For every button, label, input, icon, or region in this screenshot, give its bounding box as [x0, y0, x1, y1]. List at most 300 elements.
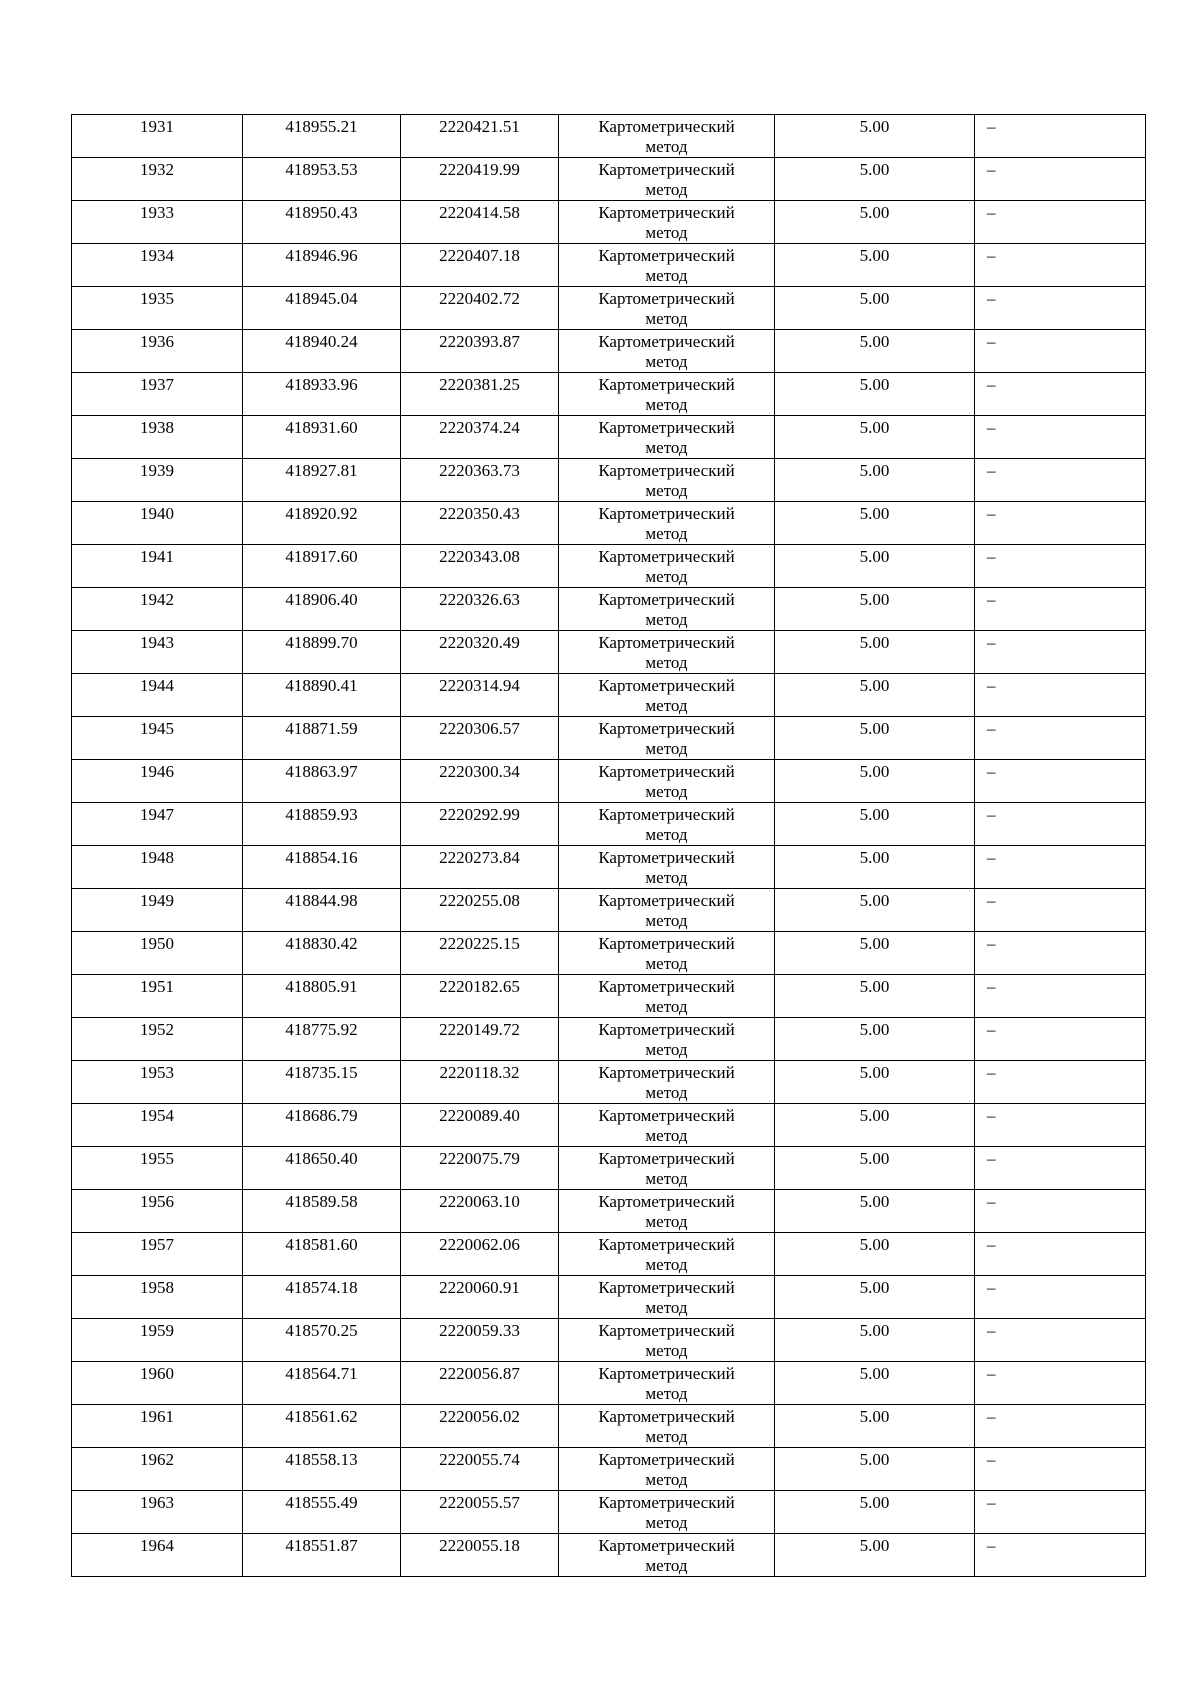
note-cell: –	[975, 416, 1146, 459]
method-line-2: метод	[645, 524, 688, 543]
y-coordinate-cell: 2220255.08	[401, 889, 559, 932]
accuracy-cell: 5.00	[775, 416, 975, 459]
point-number-cell: 1938	[72, 416, 243, 459]
y-coordinate-cell: 2220059.33	[401, 1319, 559, 1362]
point-number-cell: 1932	[72, 158, 243, 201]
y-coordinate-cell: 2220056.87	[401, 1362, 559, 1405]
point-number-cell: 1962	[72, 1448, 243, 1491]
method-line-1: Картометрический	[598, 891, 735, 910]
method-line-2: метод	[645, 1384, 688, 1403]
table-row	[72, 588, 1146, 631]
x-coordinate-cell: 418950.43	[243, 201, 401, 244]
note-cell: –	[975, 545, 1146, 588]
table-row	[72, 244, 1146, 287]
note-cell: –	[975, 1491, 1146, 1534]
accuracy-cell: 5.00	[775, 115, 975, 158]
table-row	[72, 1190, 1146, 1233]
point-number-cell: 1960	[72, 1362, 243, 1405]
x-coordinate-cell: 418581.60	[243, 1233, 401, 1276]
method-line-1: Картометрический	[598, 1407, 735, 1426]
y-coordinate-cell: 2220225.15	[401, 932, 559, 975]
point-number-cell: 1951	[72, 975, 243, 1018]
note-cell: –	[975, 760, 1146, 803]
method-line-2: метод	[645, 868, 688, 887]
method-line-1: Картометрический	[598, 805, 735, 824]
method-cell	[559, 1233, 775, 1276]
y-coordinate-cell: 2220055.74	[401, 1448, 559, 1491]
method-line-1: Картометрический	[598, 332, 735, 351]
method-line-1: Картометрический	[598, 504, 735, 523]
method-line-1: Картометрический	[598, 1364, 735, 1383]
method-line-2: метод	[645, 1126, 688, 1145]
table-row	[72, 373, 1146, 416]
table-row	[72, 846, 1146, 889]
x-coordinate-cell: 418955.21	[243, 115, 401, 158]
y-coordinate-cell: 2220182.65	[401, 975, 559, 1018]
method-line-2: метод	[645, 1040, 688, 1059]
accuracy-cell: 5.00	[775, 1362, 975, 1405]
x-coordinate-cell: 418775.92	[243, 1018, 401, 1061]
point-number-cell: 1964	[72, 1534, 243, 1577]
note-cell: –	[975, 502, 1146, 545]
table-row	[72, 1448, 1146, 1491]
method-line-2: метод	[645, 1513, 688, 1532]
note-cell: –	[975, 1104, 1146, 1147]
x-coordinate-cell: 418863.97	[243, 760, 401, 803]
y-coordinate-cell: 2220056.02	[401, 1405, 559, 1448]
method-line-2: метод	[645, 352, 688, 371]
y-coordinate-cell: 2220149.72	[401, 1018, 559, 1061]
y-coordinate-cell: 2220320.49	[401, 631, 559, 674]
method-line-2: метод	[645, 481, 688, 500]
x-coordinate-cell: 418574.18	[243, 1276, 401, 1319]
method-line-1: Картометрический	[598, 117, 735, 136]
note-cell: –	[975, 115, 1146, 158]
method-cell	[559, 1319, 775, 1362]
method-line-2: метод	[645, 1470, 688, 1489]
method-line-1: Картометрический	[598, 1149, 735, 1168]
method-line-1: Картометрический	[598, 1106, 735, 1125]
y-coordinate-cell: 2220402.72	[401, 287, 559, 330]
y-coordinate-cell: 2220089.40	[401, 1104, 559, 1147]
x-coordinate-cell: 418946.96	[243, 244, 401, 287]
note-cell: –	[975, 1233, 1146, 1276]
method-line-1: Картометрический	[598, 1278, 735, 1297]
point-number-cell: 1934	[72, 244, 243, 287]
x-coordinate-cell: 418551.87	[243, 1534, 401, 1577]
point-number-cell: 1940	[72, 502, 243, 545]
method-cell	[559, 1405, 775, 1448]
method-line-2: метод	[645, 266, 688, 285]
accuracy-cell: 5.00	[775, 846, 975, 889]
note-cell: –	[975, 330, 1146, 373]
table-row	[72, 1362, 1146, 1405]
table-row	[72, 631, 1146, 674]
method-line-1: Картометрический	[598, 203, 735, 222]
accuracy-cell: 5.00	[775, 459, 975, 502]
table-row	[72, 1018, 1146, 1061]
point-number-cell: 1949	[72, 889, 243, 932]
y-coordinate-cell: 2220306.57	[401, 717, 559, 760]
y-coordinate-cell: 2220374.24	[401, 416, 559, 459]
table-row	[72, 1233, 1146, 1276]
note-cell: –	[975, 803, 1146, 846]
note-cell: –	[975, 1276, 1146, 1319]
accuracy-cell: 5.00	[775, 330, 975, 373]
method-line-2: метод	[645, 782, 688, 801]
accuracy-cell: 5.00	[775, 1147, 975, 1190]
method-cell	[559, 502, 775, 545]
x-coordinate-cell: 418940.24	[243, 330, 401, 373]
note-cell: –	[975, 1448, 1146, 1491]
method-cell	[559, 846, 775, 889]
method-line-1: Картометрический	[598, 1493, 735, 1512]
point-number-cell: 1946	[72, 760, 243, 803]
method-cell	[559, 1190, 775, 1233]
accuracy-cell: 5.00	[775, 975, 975, 1018]
y-coordinate-cell: 2220273.84	[401, 846, 559, 889]
x-coordinate-cell: 418830.42	[243, 932, 401, 975]
point-number-cell: 1948	[72, 846, 243, 889]
note-cell: –	[975, 1147, 1146, 1190]
method-cell	[559, 717, 775, 760]
accuracy-cell: 5.00	[775, 287, 975, 330]
method-cell	[559, 416, 775, 459]
method-line-1: Картометрический	[598, 1321, 735, 1340]
method-cell	[559, 545, 775, 588]
table-row	[72, 416, 1146, 459]
x-coordinate-cell: 418805.91	[243, 975, 401, 1018]
method-line-2: метод	[645, 137, 688, 156]
point-number-cell: 1945	[72, 717, 243, 760]
note-cell: –	[975, 846, 1146, 889]
y-coordinate-cell: 2220419.99	[401, 158, 559, 201]
accuracy-cell: 5.00	[775, 889, 975, 932]
table-row	[72, 1491, 1146, 1534]
accuracy-cell: 5.00	[775, 545, 975, 588]
accuracy-cell: 5.00	[775, 760, 975, 803]
method-cell	[559, 1018, 775, 1061]
note-cell: –	[975, 1061, 1146, 1104]
note-cell: –	[975, 1362, 1146, 1405]
method-line-1: Картометрический	[598, 246, 735, 265]
method-line-1: Картометрический	[598, 934, 735, 953]
method-line-1: Картометрический	[598, 1020, 735, 1039]
point-number-cell: 1933	[72, 201, 243, 244]
coordinates-table	[71, 114, 1146, 1577]
table-row	[72, 459, 1146, 502]
x-coordinate-cell: 418561.62	[243, 1405, 401, 1448]
note-cell: –	[975, 674, 1146, 717]
x-coordinate-cell: 418931.60	[243, 416, 401, 459]
method-cell	[559, 115, 775, 158]
accuracy-cell: 5.00	[775, 588, 975, 631]
note-cell: –	[975, 373, 1146, 416]
note-cell: –	[975, 244, 1146, 287]
method-line-2: метод	[645, 954, 688, 973]
y-coordinate-cell: 2220343.08	[401, 545, 559, 588]
method-line-1: Картометрический	[598, 1235, 735, 1254]
method-cell	[559, 1534, 775, 1577]
point-number-cell: 1957	[72, 1233, 243, 1276]
table-row	[72, 717, 1146, 760]
x-coordinate-cell: 418871.59	[243, 717, 401, 760]
x-coordinate-cell: 418899.70	[243, 631, 401, 674]
method-line-1: Картометрический	[598, 977, 735, 996]
x-coordinate-cell: 418558.13	[243, 1448, 401, 1491]
method-line-2: метод	[645, 825, 688, 844]
note-cell: –	[975, 889, 1146, 932]
x-coordinate-cell: 418570.25	[243, 1319, 401, 1362]
table-row	[72, 545, 1146, 588]
method-line-2: метод	[645, 1341, 688, 1360]
x-coordinate-cell: 418945.04	[243, 287, 401, 330]
table-row	[72, 201, 1146, 244]
method-line-1: Картометрический	[598, 1450, 735, 1469]
method-cell	[559, 760, 775, 803]
y-coordinate-cell: 2220414.58	[401, 201, 559, 244]
accuracy-cell: 5.00	[775, 502, 975, 545]
note-cell: –	[975, 588, 1146, 631]
x-coordinate-cell: 418686.79	[243, 1104, 401, 1147]
point-number-cell: 1950	[72, 932, 243, 975]
table-row	[72, 1319, 1146, 1362]
method-cell	[559, 803, 775, 846]
note-cell: –	[975, 932, 1146, 975]
method-cell	[559, 1147, 775, 1190]
method-line-2: метод	[645, 1427, 688, 1446]
method-line-2: метод	[645, 309, 688, 328]
y-coordinate-cell: 2220075.79	[401, 1147, 559, 1190]
table-row	[72, 889, 1146, 932]
table-row	[72, 674, 1146, 717]
method-line-1: Картометрический	[598, 1536, 735, 1555]
method-line-1: Картометрический	[598, 848, 735, 867]
method-cell	[559, 1362, 775, 1405]
method-cell	[559, 1061, 775, 1104]
method-line-1: Картометрический	[598, 590, 735, 609]
point-number-cell: 1958	[72, 1276, 243, 1319]
accuracy-cell: 5.00	[775, 158, 975, 201]
x-coordinate-cell: 418920.92	[243, 502, 401, 545]
table-row	[72, 975, 1146, 1018]
method-line-2: метод	[645, 1298, 688, 1317]
table-row	[72, 330, 1146, 373]
point-number-cell: 1952	[72, 1018, 243, 1061]
method-line-2: метод	[645, 653, 688, 672]
accuracy-cell: 5.00	[775, 1405, 975, 1448]
method-cell	[559, 631, 775, 674]
x-coordinate-cell: 418650.40	[243, 1147, 401, 1190]
accuracy-cell: 5.00	[775, 1190, 975, 1233]
point-number-cell: 1954	[72, 1104, 243, 1147]
method-cell	[559, 889, 775, 932]
y-coordinate-cell: 2220421.51	[401, 115, 559, 158]
y-coordinate-cell: 2220381.25	[401, 373, 559, 416]
table-row	[72, 1405, 1146, 1448]
accuracy-cell: 5.00	[775, 1018, 975, 1061]
table-row	[72, 1061, 1146, 1104]
accuracy-cell: 5.00	[775, 1448, 975, 1491]
point-number-cell: 1943	[72, 631, 243, 674]
method-line-2: метод	[645, 1212, 688, 1231]
x-coordinate-cell: 418953.53	[243, 158, 401, 201]
x-coordinate-cell: 418933.96	[243, 373, 401, 416]
method-line-2: метод	[645, 997, 688, 1016]
method-line-1: Картометрический	[598, 633, 735, 652]
method-line-2: метод	[645, 1083, 688, 1102]
method-cell	[559, 330, 775, 373]
method-line-1: Картометрический	[598, 719, 735, 738]
table-row	[72, 502, 1146, 545]
note-cell: –	[975, 631, 1146, 674]
accuracy-cell: 5.00	[775, 1491, 975, 1534]
method-line-2: метод	[645, 438, 688, 457]
method-cell	[559, 201, 775, 244]
method-cell	[559, 287, 775, 330]
note-cell: –	[975, 287, 1146, 330]
method-cell	[559, 1276, 775, 1319]
accuracy-cell: 5.00	[775, 717, 975, 760]
note-cell: –	[975, 1190, 1146, 1233]
point-number-cell: 1956	[72, 1190, 243, 1233]
accuracy-cell: 5.00	[775, 631, 975, 674]
point-number-cell: 1959	[72, 1319, 243, 1362]
table-row	[72, 803, 1146, 846]
method-line-2: метод	[645, 1556, 688, 1575]
method-line-1: Картометрический	[598, 375, 735, 394]
accuracy-cell: 5.00	[775, 674, 975, 717]
point-number-cell: 1963	[72, 1491, 243, 1534]
table-row	[72, 1104, 1146, 1147]
x-coordinate-cell: 418890.41	[243, 674, 401, 717]
method-line-2: метод	[645, 1169, 688, 1188]
coordinates-table-body	[72, 115, 1146, 1577]
y-coordinate-cell: 2220055.57	[401, 1491, 559, 1534]
method-line-2: метод	[645, 1255, 688, 1274]
method-line-2: метод	[645, 696, 688, 715]
x-coordinate-cell: 418555.49	[243, 1491, 401, 1534]
note-cell: –	[975, 1319, 1146, 1362]
y-coordinate-cell: 2220062.06	[401, 1233, 559, 1276]
x-coordinate-cell: 418906.40	[243, 588, 401, 631]
table-row	[72, 932, 1146, 975]
point-number-cell: 1941	[72, 545, 243, 588]
method-line-1: Картометрический	[598, 547, 735, 566]
point-number-cell: 1935	[72, 287, 243, 330]
method-cell	[559, 158, 775, 201]
x-coordinate-cell: 418589.58	[243, 1190, 401, 1233]
point-number-cell: 1936	[72, 330, 243, 373]
method-line-1: Картометрический	[598, 289, 735, 308]
method-cell	[559, 674, 775, 717]
accuracy-cell: 5.00	[775, 1276, 975, 1319]
method-line-2: метод	[645, 395, 688, 414]
y-coordinate-cell: 2220118.32	[401, 1061, 559, 1104]
point-number-cell: 1955	[72, 1147, 243, 1190]
table-row	[72, 1147, 1146, 1190]
x-coordinate-cell: 418927.81	[243, 459, 401, 502]
accuracy-cell: 5.00	[775, 1104, 975, 1147]
table-row	[72, 158, 1146, 201]
x-coordinate-cell: 418844.98	[243, 889, 401, 932]
method-cell	[559, 1491, 775, 1534]
note-cell: –	[975, 1405, 1146, 1448]
point-number-cell: 1942	[72, 588, 243, 631]
method-cell	[559, 1104, 775, 1147]
method-cell	[559, 373, 775, 416]
table-row	[72, 760, 1146, 803]
x-coordinate-cell: 418564.71	[243, 1362, 401, 1405]
method-cell	[559, 932, 775, 975]
note-cell: –	[975, 975, 1146, 1018]
method-line-2: метод	[645, 739, 688, 758]
method-line-1: Картометрический	[598, 676, 735, 695]
y-coordinate-cell: 2220292.99	[401, 803, 559, 846]
method-line-1: Картометрический	[598, 418, 735, 437]
x-coordinate-cell: 418854.16	[243, 846, 401, 889]
point-number-cell: 1937	[72, 373, 243, 416]
method-cell	[559, 1448, 775, 1491]
table-row	[72, 115, 1146, 158]
note-cell: –	[975, 459, 1146, 502]
accuracy-cell: 5.00	[775, 1233, 975, 1276]
y-coordinate-cell: 2220326.63	[401, 588, 559, 631]
x-coordinate-cell: 418917.60	[243, 545, 401, 588]
method-cell	[559, 975, 775, 1018]
method-line-2: метод	[645, 911, 688, 930]
x-coordinate-cell: 418859.93	[243, 803, 401, 846]
method-cell	[559, 588, 775, 631]
note-cell: –	[975, 717, 1146, 760]
method-line-2: метод	[645, 567, 688, 586]
y-coordinate-cell: 2220055.18	[401, 1534, 559, 1577]
table-row	[72, 1534, 1146, 1577]
table-row	[72, 287, 1146, 330]
y-coordinate-cell: 2220407.18	[401, 244, 559, 287]
point-number-cell: 1939	[72, 459, 243, 502]
note-cell: –	[975, 1534, 1146, 1577]
note-cell: –	[975, 201, 1146, 244]
y-coordinate-cell: 2220060.91	[401, 1276, 559, 1319]
method-line-1: Картометрический	[598, 461, 735, 480]
method-cell	[559, 459, 775, 502]
y-coordinate-cell: 2220063.10	[401, 1190, 559, 1233]
accuracy-cell: 5.00	[775, 932, 975, 975]
accuracy-cell: 5.00	[775, 244, 975, 287]
point-number-cell: 1961	[72, 1405, 243, 1448]
y-coordinate-cell: 2220350.43	[401, 502, 559, 545]
point-number-cell: 1947	[72, 803, 243, 846]
note-cell: –	[975, 1018, 1146, 1061]
method-line-1: Картометрический	[598, 160, 735, 179]
method-line-1: Картометрический	[598, 1063, 735, 1082]
method-line-1: Картометрический	[598, 762, 735, 781]
point-number-cell: 1944	[72, 674, 243, 717]
y-coordinate-cell: 2220314.94	[401, 674, 559, 717]
y-coordinate-cell: 2220363.73	[401, 459, 559, 502]
accuracy-cell: 5.00	[775, 803, 975, 846]
point-number-cell: 1931	[72, 115, 243, 158]
method-line-2: метод	[645, 223, 688, 242]
method-line-1: Картометрический	[598, 1192, 735, 1211]
method-cell	[559, 244, 775, 287]
note-cell: –	[975, 158, 1146, 201]
table-row	[72, 1276, 1146, 1319]
y-coordinate-cell: 2220300.34	[401, 760, 559, 803]
accuracy-cell: 5.00	[775, 1534, 975, 1577]
accuracy-cell: 5.00	[775, 1319, 975, 1362]
